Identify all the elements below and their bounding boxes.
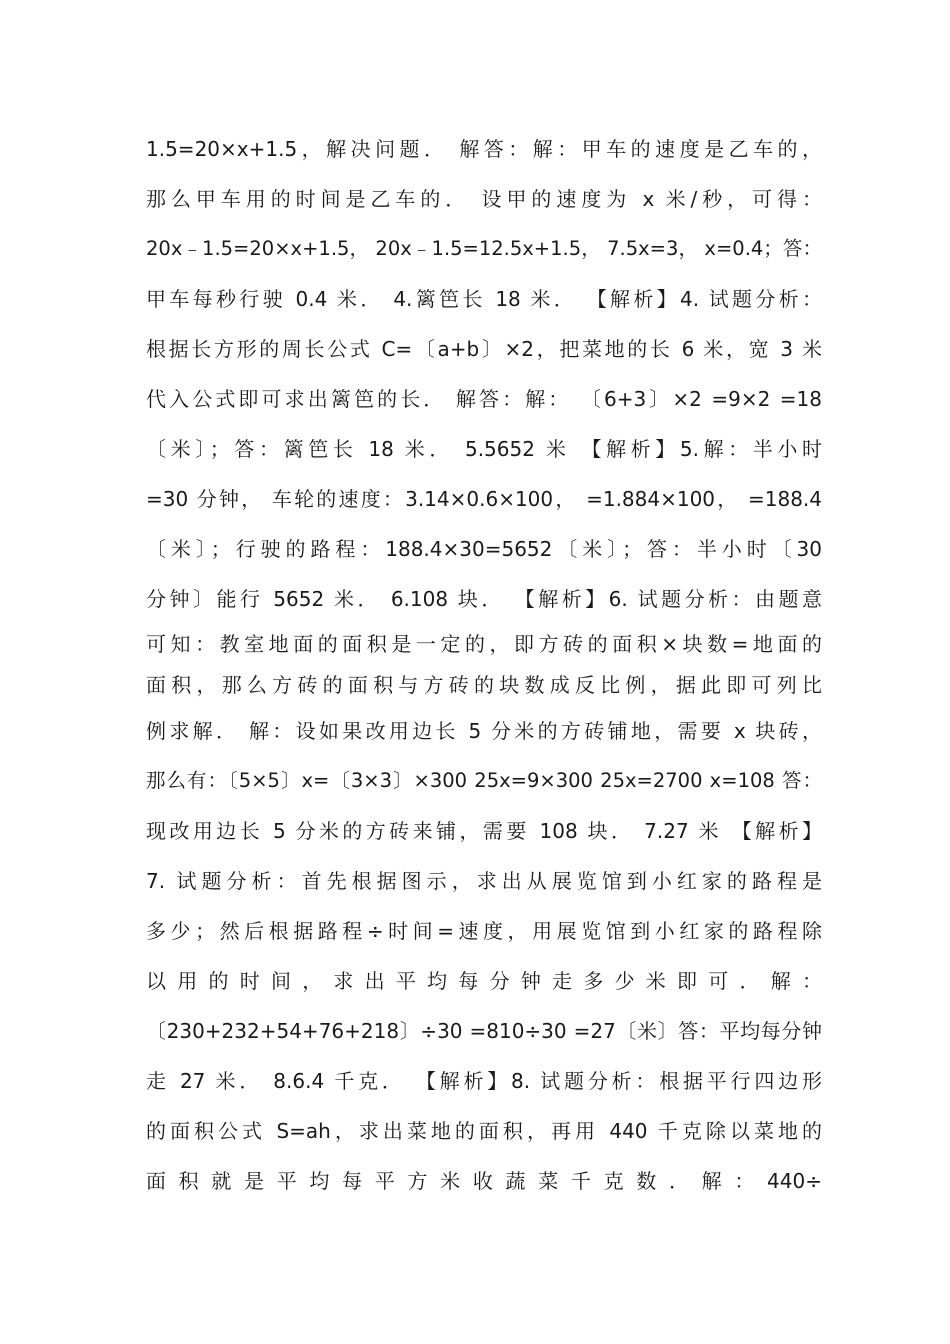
text-line: 甲车每秒行驶 0.4 米． 4.篱笆长 18 米． 【解析】4. 试题分析：: [146, 287, 822, 311]
text-line: 根据长方形的周长公式 C=〔a+b〕×2，把菜地的长 6 米，宽 3 米: [146, 337, 822, 361]
answer-text-block: [146, 124, 822, 1206]
text-line: 代入公式即可求出篱笆的长． 解答：解： 〔6+3〕×2 =9×2 =18: [146, 387, 822, 411]
text-line: 〔230+232+54+76+218〕÷30 =810÷30 =27〔米〕答：平均每分钟: [146, 1019, 822, 1043]
text-line: 面积，那么方砖的面积与方砖的块数成反比例，据此即可列比: [146, 673, 822, 697]
text-line: 现改用边长 5 分米的方砖来铺，需要 108 块． 7.27 米 【解析】: [146, 819, 822, 843]
text-line: 7. 试题分析：首先根据图示，求出从展览馆到小红家的路程是: [146, 869, 822, 893]
text-line: 〔米〕；答：篱笆长 18 米． 5.5652 米 【解析】5.解：半小时: [146, 437, 822, 461]
text-line: 1.5=20×x+1.5，解决问题． 解答：解：甲车的速度是乙车的，: [146, 137, 822, 161]
text-line: 走 27 米． 8.6.4 千克． 【解析】8. 试题分析：根据平行四边形: [146, 1069, 822, 1093]
text-line: 分钟〕能行 5652 米． 6.108 块． 【解析】6. 试题分析：由题意: [146, 587, 822, 611]
text-line: 20x﹣1.5=20×x+1.5， 20x﹣1.5=12.5x+1.5， 7.5x=3， x=0.4；答：: [146, 237, 822, 260]
text-line: 〔米〕；行驶的路程：188.4×30=5652〔米〕；答：半小时〔30: [146, 537, 822, 561]
text-line: 以 用 的 时 间 ， 求 出 平 均 每 分 钟 走 多 少 米 即 可 ． 解 ：: [146, 969, 822, 993]
text-line: 那么有：〔5×5〕x=〔3×3〕×300 25x=9×300 25x=2700 x=108 答：: [146, 769, 822, 792]
text-line: 面 积 就 是 平 均 每 平 方 米 收 蔬 菜 千 克 数 ． 解 ： 440÷: [146, 1169, 822, 1193]
text-line: 多少；然后根据路程÷时间=速度，用展览馆到小红家的路程除: [146, 919, 822, 943]
text-line: 例求解． 解：设如果改用边长 5 分米的方砖铺地，需要 x 块砖，: [146, 719, 822, 743]
text-line: 的面积公式 S=ah，求出菜地的面积，再用 440 千克除以菜地的: [146, 1119, 822, 1143]
text-line: 可知：教室地面的面积是一定的，即方砖的面积×块数=地面的: [146, 632, 822, 656]
text-line: 那么甲车用的时间是乙车的． 设甲的速度为 x 米/秒，可得：: [146, 187, 822, 211]
text-line: =30 分钟， 车轮的速度：3.14×0.6×100， =1.884×100， =188.4: [146, 487, 822, 511]
